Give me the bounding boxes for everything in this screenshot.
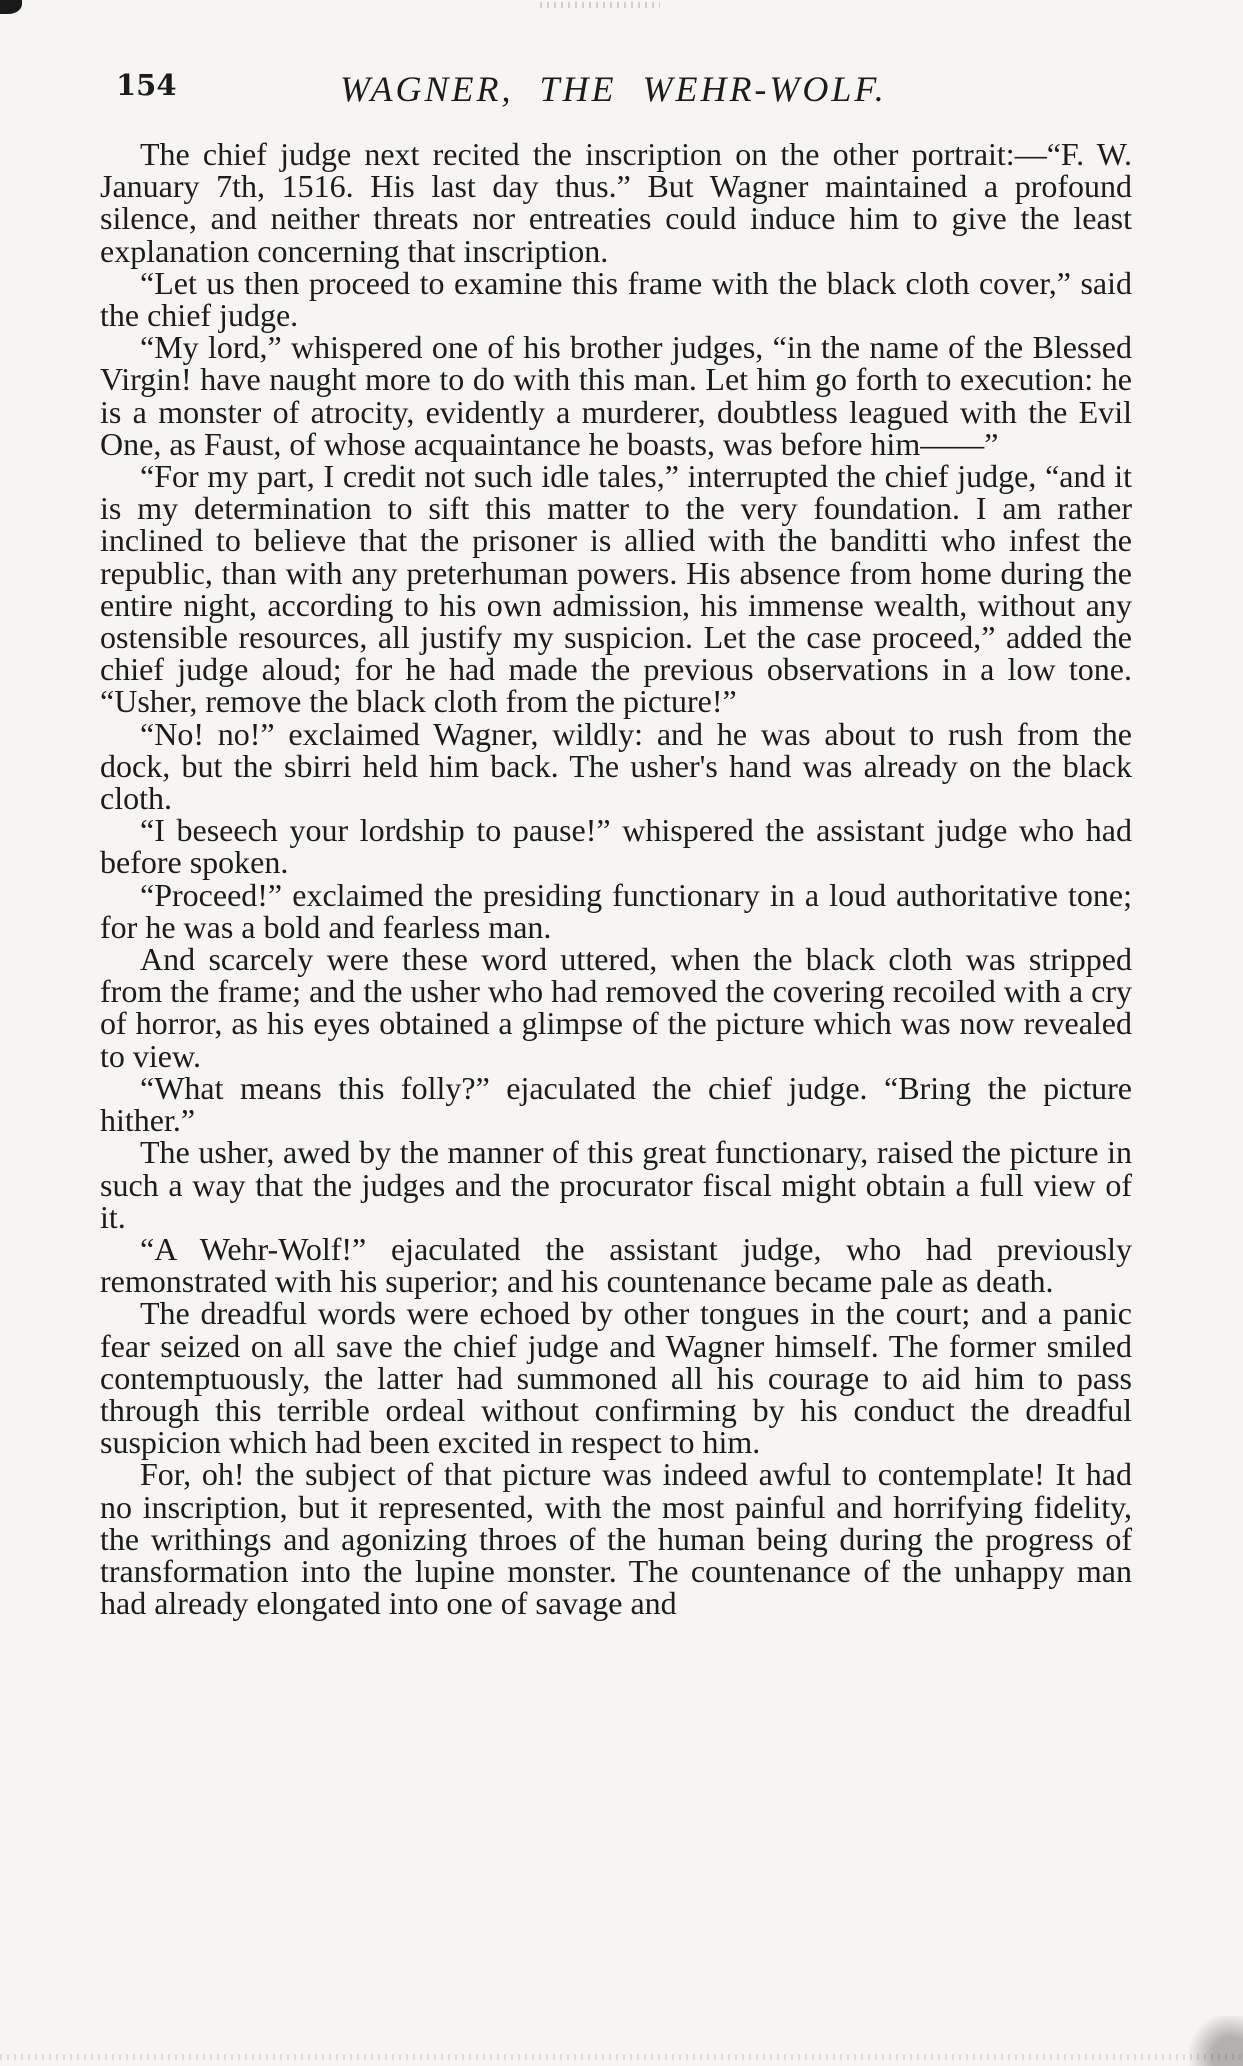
paragraph: “My lord,” whispered one of his brother judges, “in the name of the Blessed Virgin! have naught more to do with this man. Let him go forth to execution: he is a monster of atrocity, evidently a murderer, doubtless leagued with the Evil One, as Faust, of whose acquaintance he boasts, was before him——” [100,329,1132,462]
paragraph: “No! no!” exclaimed Wagner, wildly: and he was about to rush from the dock, but the sbirri held him back. The usher's hand was already on the black cloth. [100,715,1132,817]
page-number: 154 [116,68,177,102]
paragraph: The usher, awed by the manner of this great functionary, raised the picture in such a way that the judges and the procurator fiscal might obtain a full view of it. [100,1134,1132,1235]
paragraph: And scarcely were these word uttered, when the black cloth was stripped from the frame; and the usher who had removed the covering recoiled with a cry of horror, as his eyes obtained a glimpse of the picture which was now revealed to view. [100,941,1132,1074]
paragraph: “A Wehr-Wolf!” ejaculated the assistant judge, who had previously remonstrated with his superior; and his countenance became pale as death. [100,1230,1132,1300]
paragraph: The chief judge next recited the inscription on the other portrait:—“F. W. January 7th, 1516. His last day thus.” But Wagner maintained a profound silence, and neither threats nor entreaties could induce him to give the least explanation concerning that inscription. [100,136,1132,269]
print-speckle-top [540,2,660,8]
body-text [100,136,1132,1622]
ink-blot [0,0,22,14]
page-header [100,64,1132,114]
paragraph: “I beseech your lordship to pause!” whispered the assistant judge who had before spoken. [100,812,1132,881]
print-speckle-corner [1183,2016,1243,2066]
paragraph: “Proceed!” exclaimed the presiding functionary in a loud authoritative tone; for he was a bold and fearless man. [100,876,1132,945]
paragraph: “What means this folly?” ejaculated the chief judge. “Bring the picture hither.” [100,1069,1132,1139]
paragraph: The dreadful words were echoed by other tongues in the court; and a panic fear seized on all save the chief judge and Wagner himself. The former smiled contemptuously, the latter had summoned all his courage to aid him to pass through this terrible ordeal without confirming by his conduct the dreadful suspicion which had been excited in respect to him. [100,1295,1132,1461]
running-title: WAGNER, THE WEHR-WOLF. [340,69,887,109]
print-speckle-bottom [0,2054,1243,2060]
paragraph: For, oh! the subject of that picture was indeed awful to contemplate! It had no inscription, but it represented, with the most painful and horrifying fidelity, the writhings and agonizing throes of the human being during the progress of transformation into the lupine monster. The countenance of the unhappy man had already elongated into one of savage and [100,1456,1132,1622]
paragraph: “Let us then proceed to examine this frame with the black cloth cover,” said the chief judge. [100,264,1132,334]
paragraph: “For my part, I credit not such idle tales,” interrupted the chief judge, “and it is my determination to sift this matter to the very foundation. I am rather inclined to believe that the prisoner is allied with the banditti who infest the republic, than with any preterhuman powers. His absence from home during the entire night, according to his own admission, his immense wealth, without any ostensible resources, all justify my suspicion. Let the case proceed,” added the chief judge aloud; for he had made the previous observations in a low tone. “Usher, remove the black cloth from the picture!” [100,458,1132,720]
